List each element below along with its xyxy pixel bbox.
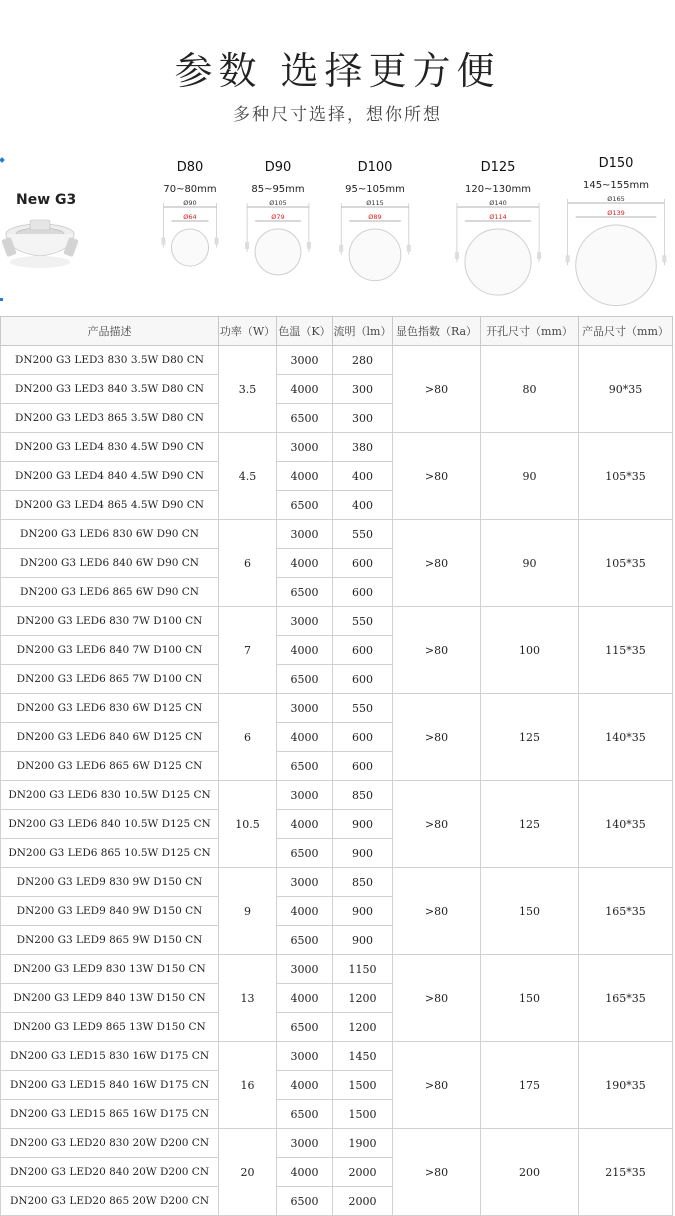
cct-cell: 3000 xyxy=(277,520,333,549)
lumen-cell: 1200 xyxy=(333,1013,393,1042)
size-code: D90 xyxy=(264,160,292,175)
cutout-cell: 125 xyxy=(481,781,579,868)
product-size-cell: 105*35 xyxy=(579,520,673,607)
size-range: 85~95mm xyxy=(251,184,305,195)
size-circle-diagram xyxy=(438,199,558,301)
lumen-cell: 300 xyxy=(333,375,393,404)
spec-table xyxy=(0,316,673,1216)
product-description-cell: DN200 G3 LED6 865 7W D100 CN xyxy=(1,665,219,694)
power-cell: 6 xyxy=(219,520,277,607)
lumen-cell: 2000 xyxy=(333,1158,393,1187)
lumen-cell: 280 xyxy=(333,346,393,375)
cri-cell: >80 xyxy=(393,868,481,955)
lumen-cell: 380 xyxy=(333,433,393,462)
product-size-cell: 90*35 xyxy=(579,346,673,433)
product-description-cell: DN200 G3 LED9 830 9W D150 CN xyxy=(1,868,219,897)
cct-cell: 6500 xyxy=(277,1100,333,1129)
size-code: D125 xyxy=(480,160,516,175)
cri-cell: >80 xyxy=(393,433,481,520)
column-header-power: 功率（W） xyxy=(219,317,277,346)
cutout-circle xyxy=(349,229,401,281)
cct-cell: 6500 xyxy=(277,665,333,694)
lumen-cell: 1150 xyxy=(333,955,393,984)
column-header-description: 产品描述 xyxy=(1,317,219,346)
cri-cell: >80 xyxy=(393,694,481,781)
size-range: 70~80mm xyxy=(163,184,217,195)
size-circle-diagram xyxy=(560,195,672,312)
product-description-cell: DN200 G3 LED20 830 20W D200 CN xyxy=(1,1129,219,1158)
product-size-cell: 190*35 xyxy=(579,1042,673,1129)
product-size-cell: 165*35 xyxy=(579,955,673,1042)
cct-cell: 3000 xyxy=(277,607,333,636)
lumen-cell: 400 xyxy=(333,462,393,491)
corner-mark xyxy=(0,298,3,301)
size-circle-diagram xyxy=(238,199,318,281)
corner-mark xyxy=(0,157,5,163)
size-option xyxy=(560,156,672,312)
product-description-cell: DN200 G3 LED15 865 16W D175 CN xyxy=(1,1100,219,1129)
cct-cell: 6500 xyxy=(277,1187,333,1216)
product-description-cell: DN200 G3 LED3 865 3.5W D80 CN xyxy=(1,404,219,433)
table-row xyxy=(1,1042,673,1071)
cri-cell: >80 xyxy=(393,520,481,607)
column-header-lumen: 流明（lm） xyxy=(333,317,393,346)
cutout-cell: 100 xyxy=(481,607,579,694)
cct-cell: 6500 xyxy=(277,404,333,433)
product-description-cell: DN200 G3 LED20 840 20W D200 CN xyxy=(1,1158,219,1187)
product-description-cell: DN200 G3 LED6 830 7W D100 CN xyxy=(1,607,219,636)
product-description-cell: DN200 G3 LED4 865 4.5W D90 CN xyxy=(1,491,219,520)
cri-cell: >80 xyxy=(393,1129,481,1216)
product-description-cell: DN200 G3 LED9 830 13W D150 CN xyxy=(1,955,219,984)
column-header-cutout: 开孔尺寸（mm） xyxy=(481,317,579,346)
lumen-cell: 2000 xyxy=(333,1187,393,1216)
power-cell: 9 xyxy=(219,868,277,955)
cct-cell: 4000 xyxy=(277,723,333,752)
power-cell: 7 xyxy=(219,607,277,694)
power-cell: 13 xyxy=(219,955,277,1042)
cct-cell: 3000 xyxy=(277,955,333,984)
size-code: D100 xyxy=(357,160,393,175)
lumen-cell: 850 xyxy=(333,868,393,897)
cct-cell: 4000 xyxy=(277,810,333,839)
table-row xyxy=(1,694,673,723)
cct-cell: 6500 xyxy=(277,752,333,781)
lumen-cell: 900 xyxy=(333,839,393,868)
table-row xyxy=(1,1129,673,1158)
cri-cell: >80 xyxy=(393,346,481,433)
cutout-circle xyxy=(171,229,208,266)
product-description-cell: DN200 G3 LED3 840 3.5W D80 CN xyxy=(1,375,219,404)
product-description-cell: DN200 G3 LED6 840 6W D90 CN xyxy=(1,549,219,578)
column-header-cri: 显色指数（Ra） xyxy=(393,317,481,346)
cct-cell: 4000 xyxy=(277,1158,333,1187)
cct-cell: 3000 xyxy=(277,346,333,375)
cct-cell: 3000 xyxy=(277,433,333,462)
cct-cell: 6500 xyxy=(277,491,333,520)
lumen-cell: 1500 xyxy=(333,1071,393,1100)
size-code: D150 xyxy=(598,156,634,171)
outer-diameter-label: Ø115 xyxy=(366,199,384,207)
product-size-cell: 140*35 xyxy=(579,694,673,781)
page-subtitle: 多种尺寸选择，想你所想 xyxy=(233,105,442,125)
product-description-cell: DN200 G3 LED6 865 6W D125 CN xyxy=(1,752,219,781)
size-code: D80 xyxy=(176,160,204,175)
power-cell: 4.5 xyxy=(219,433,277,520)
product-description-cell: DN200 G3 LED6 840 10.5W D125 CN xyxy=(1,810,219,839)
cct-cell: 4000 xyxy=(277,375,333,404)
cutout-cell: 80 xyxy=(481,346,579,433)
outer-diameter-label: Ø105 xyxy=(269,199,287,207)
cct-cell: 6500 xyxy=(277,839,333,868)
cct-cell: 6500 xyxy=(277,1013,333,1042)
size-option xyxy=(330,160,420,287)
outer-diameter-label: Ø165 xyxy=(607,195,625,203)
size-option xyxy=(238,160,318,281)
cct-cell: 4000 xyxy=(277,897,333,926)
product-name: New G3 xyxy=(16,192,77,208)
cct-cell: 6500 xyxy=(277,926,333,955)
product-size-cell: 215*35 xyxy=(579,1129,673,1216)
cutout-circle xyxy=(465,229,531,295)
size-option xyxy=(438,160,558,301)
cct-cell: 4000 xyxy=(277,1071,333,1100)
lumen-cell: 850 xyxy=(333,781,393,810)
lumen-cell: 300 xyxy=(333,404,393,433)
inner-diameter-label: Ø139 xyxy=(607,209,625,217)
outer-diameter-label: Ø140 xyxy=(489,199,507,207)
lumen-cell: 600 xyxy=(333,578,393,607)
product-size-cell: 140*35 xyxy=(579,781,673,868)
cct-cell: 6500 xyxy=(277,578,333,607)
cct-cell: 4000 xyxy=(277,636,333,665)
product-description-cell: DN200 G3 LED6 840 7W D100 CN xyxy=(1,636,219,665)
lumen-cell: 900 xyxy=(333,897,393,926)
size-circle-diagram xyxy=(330,199,420,287)
product-description-cell: DN200 G3 LED6 865 10.5W D125 CN xyxy=(1,839,219,868)
inner-diameter-label: Ø89 xyxy=(368,213,382,221)
product-description-cell: DN200 G3 LED15 840 16W D175 CN xyxy=(1,1071,219,1100)
cutout-cell: 125 xyxy=(481,694,579,781)
lumen-cell: 1900 xyxy=(333,1129,393,1158)
cutout-cell: 200 xyxy=(481,1129,579,1216)
power-cell: 10.5 xyxy=(219,781,277,868)
size-range: 120~130mm xyxy=(464,184,532,195)
cutout-circle xyxy=(576,225,657,306)
inner-diameter-label: Ø114 xyxy=(489,213,507,221)
cri-cell: >80 xyxy=(393,607,481,694)
lumen-cell: 600 xyxy=(333,723,393,752)
table-row xyxy=(1,520,673,549)
power-cell: 20 xyxy=(219,1129,277,1216)
power-cell: 3.5 xyxy=(219,346,277,433)
lumen-cell: 400 xyxy=(333,491,393,520)
lumen-cell: 550 xyxy=(333,694,393,723)
cri-cell: >80 xyxy=(393,955,481,1042)
cutout-circle xyxy=(255,229,301,275)
cct-cell: 3000 xyxy=(277,868,333,897)
table-row xyxy=(1,868,673,897)
product-description-cell: DN200 G3 LED9 840 9W D150 CN xyxy=(1,897,219,926)
lumen-cell: 900 xyxy=(333,926,393,955)
product-description-cell: DN200 G3 LED6 830 6W D125 CN xyxy=(1,694,219,723)
product-description-cell: DN200 G3 LED4 830 4.5W D90 CN xyxy=(1,433,219,462)
product-size-cell: 115*35 xyxy=(579,607,673,694)
lumen-cell: 600 xyxy=(333,549,393,578)
product-description-cell: DN200 G3 LED6 865 6W D90 CN xyxy=(1,578,219,607)
lumen-cell: 600 xyxy=(333,665,393,694)
cct-cell: 4000 xyxy=(277,984,333,1013)
cct-cell: 3000 xyxy=(277,1042,333,1071)
lumen-cell: 600 xyxy=(333,752,393,781)
table-row xyxy=(1,346,673,375)
column-header-size: 产品尺寸（mm） xyxy=(579,317,673,346)
size-circle-diagram xyxy=(150,199,230,272)
table-row xyxy=(1,781,673,810)
product-description-cell: DN200 G3 LED9 865 9W D150 CN xyxy=(1,926,219,955)
product-description-cell: DN200 G3 LED3 830 3.5W D80 CN xyxy=(1,346,219,375)
cri-cell: >80 xyxy=(393,781,481,868)
cutout-cell: 175 xyxy=(481,1042,579,1129)
size-range: 145~155mm xyxy=(582,180,650,191)
product-description-cell: DN200 G3 LED6 830 6W D90 CN xyxy=(1,520,219,549)
size-range: 95~105mm xyxy=(345,184,405,195)
product-description-cell: DN200 G3 LED6 840 6W D125 CN xyxy=(1,723,219,752)
outer-diameter-label: Ø90 xyxy=(183,199,197,207)
table-row xyxy=(1,607,673,636)
column-header-cct: 色温（K） xyxy=(277,317,333,346)
product-description-cell: DN200 G3 LED4 840 4.5W D90 CN xyxy=(1,462,219,491)
product-description-cell: DN200 G3 LED15 830 16W D175 CN xyxy=(1,1042,219,1071)
cri-cell: >80 xyxy=(393,1042,481,1129)
lumen-cell: 550 xyxy=(333,520,393,549)
page-title: 参数 选择更方便 xyxy=(174,49,501,93)
cct-cell: 3000 xyxy=(277,694,333,723)
cutout-cell: 90 xyxy=(481,433,579,520)
inner-diameter-label: Ø64 xyxy=(183,213,197,221)
lumen-cell: 1450 xyxy=(333,1042,393,1071)
table-row xyxy=(1,433,673,462)
power-cell: 16 xyxy=(219,1042,277,1129)
cutout-cell: 150 xyxy=(481,955,579,1042)
product-size-cell: 105*35 xyxy=(579,433,673,520)
inner-diameter-label: Ø79 xyxy=(271,213,285,221)
lumen-cell: 600 xyxy=(333,636,393,665)
table-header-row xyxy=(1,317,673,346)
table-row xyxy=(1,955,673,984)
size-option xyxy=(150,160,230,272)
cutout-cell: 90 xyxy=(481,520,579,607)
product-description-cell: DN200 G3 LED6 830 10.5W D125 CN xyxy=(1,781,219,810)
downlight-product-image xyxy=(0,218,80,278)
cct-cell: 3000 xyxy=(277,781,333,810)
lumen-cell: 1200 xyxy=(333,984,393,1013)
cct-cell: 4000 xyxy=(277,462,333,491)
lumen-cell: 550 xyxy=(333,607,393,636)
power-cell: 6 xyxy=(219,694,277,781)
product-description-cell: DN200 G3 LED20 865 20W D200 CN xyxy=(1,1187,219,1216)
product-description-cell: DN200 G3 LED9 865 13W D150 CN xyxy=(1,1013,219,1042)
product-description-cell: DN200 G3 LED9 840 13W D150 CN xyxy=(1,984,219,1013)
cutout-cell: 150 xyxy=(481,868,579,955)
cct-cell: 3000 xyxy=(277,1129,333,1158)
product-size-cell: 165*35 xyxy=(579,868,673,955)
lumen-cell: 900 xyxy=(333,810,393,839)
cct-cell: 4000 xyxy=(277,549,333,578)
lumen-cell: 1500 xyxy=(333,1100,393,1129)
